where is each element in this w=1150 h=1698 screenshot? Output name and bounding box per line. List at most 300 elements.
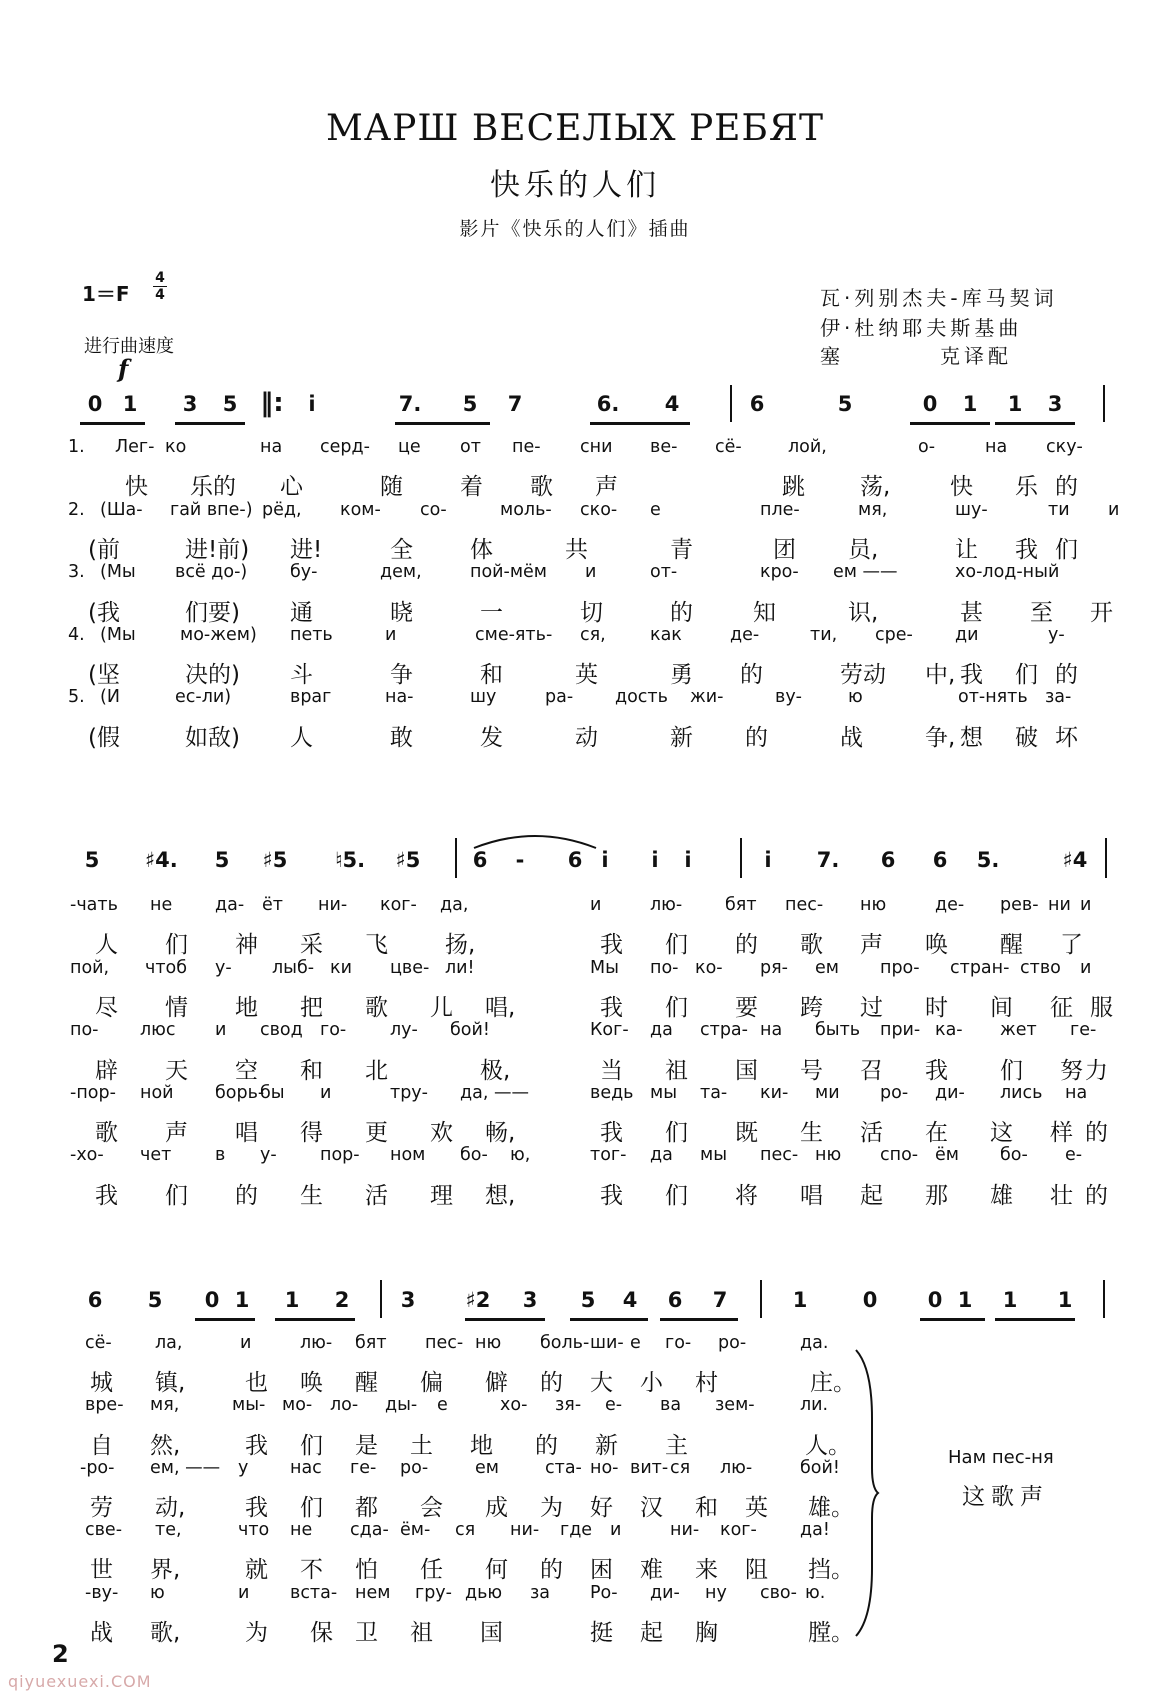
lyric-syllable: 和 xyxy=(300,1057,323,1084)
lyric-syllable: 起 xyxy=(640,1619,663,1646)
lyric-syllable: ге- xyxy=(350,1457,377,1478)
lyric-syllable: да, —— xyxy=(460,1082,529,1103)
lyric-syllable: сё- xyxy=(715,437,742,457)
lyric-syllable: 我 xyxy=(600,1120,623,1147)
lyric-syllable: 识, xyxy=(848,599,879,626)
lyric-syllable: чтоб xyxy=(145,957,188,978)
lyric-syllable: 们 xyxy=(1055,536,1078,563)
lyric-syllable: 让 xyxy=(955,536,978,563)
lyric-syllable: ся, xyxy=(580,624,606,645)
lyric-line-chinese xyxy=(0,926,1150,959)
lyric-syllable: пой, xyxy=(70,957,110,978)
barline xyxy=(1103,385,1105,422)
lyric-syllable: 和 xyxy=(695,1495,718,1521)
dynamic-marking: f xyxy=(118,354,129,383)
lyric-syllable: де- xyxy=(730,624,760,645)
lyric-syllable: 开 xyxy=(1090,599,1113,626)
lyric-syllable: бой! xyxy=(800,1457,840,1478)
lyric-syllable: ря- xyxy=(760,957,788,978)
note: 6 xyxy=(87,1288,103,1312)
lyric-syllable: е- xyxy=(1065,1145,1083,1166)
lyric-syllable: 心 xyxy=(280,474,303,501)
note: 5 xyxy=(462,392,478,416)
lyric-syllable: 飞 xyxy=(365,932,388,959)
lyric-syllable: 通 xyxy=(290,599,313,626)
lyric-syllable: лю- xyxy=(650,895,683,915)
lyric-syllable: 难 xyxy=(640,1557,663,1584)
lyric-syllable: 们 xyxy=(1000,1057,1023,1084)
lyric-syllable: гру- xyxy=(415,1582,452,1603)
lyric-syllable: 为 xyxy=(245,1619,268,1646)
lyric-syllable: ем xyxy=(475,1457,499,1478)
note: 7 xyxy=(507,392,523,416)
lyric-syllable: 尽 xyxy=(95,994,118,1021)
note: 5 xyxy=(580,1288,596,1312)
lyric-syllable: 的 xyxy=(735,932,758,959)
lyric-syllable: серд- xyxy=(320,437,370,457)
note: 0 xyxy=(922,392,938,416)
lyric-syllable: 的 xyxy=(1055,662,1078,689)
lyric-syllable: 得 xyxy=(300,1120,323,1147)
lyric-syllable: 新 xyxy=(595,1432,618,1459)
lyric-syllable: ем —— xyxy=(833,562,898,583)
lyric-syllable: сда- xyxy=(350,1520,389,1541)
lyric-syllable: не xyxy=(150,895,173,915)
lyric-syllable: 主 xyxy=(665,1432,688,1459)
note: 1 xyxy=(234,1288,250,1312)
lyric-syllable: тог- xyxy=(590,1145,627,1166)
lyric-syllable: от- xyxy=(650,562,678,583)
time-top: 4 xyxy=(155,270,165,286)
lyric-syllable: 困 xyxy=(590,1557,613,1584)
note: ♮5. xyxy=(335,848,366,872)
lyric-syllable: 劳 xyxy=(90,1495,113,1521)
lyric-syllable: 为 xyxy=(540,1495,563,1521)
note: ♯2 xyxy=(465,1288,491,1312)
lyric-syllable: 醒 xyxy=(1000,932,1023,959)
lyric-syllable: лю- xyxy=(300,1333,333,1353)
lyric-syllable: ни xyxy=(1048,895,1071,915)
note: 1 xyxy=(1007,392,1023,416)
lyric-syllable: мо- xyxy=(282,1395,313,1416)
lyric-syllable: 甚 xyxy=(960,599,983,626)
lyric-syllable: ведь xyxy=(590,1082,634,1103)
lyric-syllable: и xyxy=(385,624,397,645)
lyric-syllable: 保 xyxy=(310,1619,333,1646)
lyric-syllable: (Мы xyxy=(100,624,136,645)
ending-russian: Нам пес-ня xyxy=(948,1447,1054,1468)
lyric-syllable: ди xyxy=(955,624,979,645)
lyric-syllable: и xyxy=(590,895,602,915)
lyric-syllable: ра- xyxy=(545,687,574,708)
lyric-syllable: тру- xyxy=(390,1082,428,1103)
lyric-syllable: при- xyxy=(880,1020,921,1041)
lyric-syllable: 何 xyxy=(485,1557,508,1584)
lyric-line-russian xyxy=(0,1020,1150,1050)
lyric-syllable: 英 xyxy=(745,1495,768,1521)
lyric-syllable: 挺 xyxy=(590,1619,613,1646)
lyric-syllable: 然, xyxy=(150,1432,181,1459)
lyric-syllable: на- xyxy=(385,687,414,708)
lyric-line-chinese xyxy=(0,989,1150,1019)
note: ♯4 xyxy=(1062,848,1088,872)
lyric-syllable: 汉 xyxy=(640,1495,663,1521)
lyric-syllable: пе- xyxy=(512,437,541,457)
lyric-syllable: быть xyxy=(815,1020,861,1041)
lyric-syllable: 我 xyxy=(95,1182,118,1209)
beam-underline xyxy=(995,422,1075,425)
lyric-syllable: (假 xyxy=(88,724,120,751)
lyric-syllable: ге- xyxy=(1070,1020,1097,1041)
lyric-syllable: ю, xyxy=(510,1145,531,1166)
lyric-syllable: свод xyxy=(260,1020,303,1041)
lyric-syllable: 想, xyxy=(485,1182,516,1209)
beam-underline xyxy=(175,422,245,425)
beam-underline xyxy=(590,422,690,425)
note: 6 xyxy=(472,848,488,872)
lyric-syllable: де- xyxy=(935,895,965,915)
time-bottom: 4 xyxy=(155,287,165,303)
lyric-syllable: 号 xyxy=(800,1057,823,1084)
lyric-syllable: ём xyxy=(935,1145,959,1166)
lyric-syllable: боль- xyxy=(540,1333,590,1353)
lyric-syllable: от xyxy=(460,437,481,457)
lyric-syllable: 我 xyxy=(600,1182,623,1209)
lyric-syllable: петь xyxy=(290,624,333,645)
lyric-syllable: на xyxy=(1065,1082,1088,1103)
lyric-syllable: спо- xyxy=(880,1145,919,1166)
lyric-syllable: 的 xyxy=(1085,1120,1108,1147)
lyric-syllable: ску- xyxy=(1046,437,1083,457)
lyric-syllable: гай впе-) xyxy=(170,499,253,520)
lyric-syllable: ёт xyxy=(262,895,283,915)
lyric-syllable: ско- xyxy=(580,499,618,520)
lyric-syllable: да xyxy=(650,1145,673,1166)
lyric-syllable: что xyxy=(238,1520,270,1541)
lyric-syllable: 唤 xyxy=(925,932,948,959)
note: 2 xyxy=(334,1288,350,1312)
lyric-syllable: сни xyxy=(580,437,613,457)
lyric-syllable: ни- xyxy=(670,1520,700,1541)
note: 1 xyxy=(1002,1288,1018,1312)
note: 1 xyxy=(792,1288,808,1312)
lyric-syllable: и xyxy=(610,1520,622,1541)
lyric-syllable: 活 xyxy=(860,1120,883,1147)
lyric-syllable: но- xyxy=(590,1457,619,1478)
lyric-line-chinese xyxy=(0,1551,1150,1584)
lyric-syllable: 卫 xyxy=(355,1619,378,1646)
lyric-syllable: сё- xyxy=(85,1333,112,1353)
lyric-syllable: 界, xyxy=(150,1557,181,1584)
lyric-syllable: у- xyxy=(260,1145,277,1166)
beam-underline xyxy=(920,1318,985,1321)
lyric-syllable: 这 xyxy=(990,1120,1013,1147)
lyric-syllable: 歌 xyxy=(95,1120,118,1147)
note: 1 xyxy=(1057,1288,1073,1312)
lyric-line-russian xyxy=(0,1145,1150,1175)
lyric-syllable: бо- xyxy=(1000,1145,1028,1166)
note: i xyxy=(651,848,659,872)
lyric-syllable: 样 xyxy=(1050,1120,1073,1147)
lyric-line-russian xyxy=(0,1520,1150,1550)
lyric-syllable: 要 xyxy=(735,994,758,1021)
lyric-syllable: 的 xyxy=(235,1182,258,1209)
lyric-syllable: 战 xyxy=(90,1619,113,1646)
note: i xyxy=(764,848,772,872)
tempo-marking: 进行曲速度 xyxy=(84,336,174,357)
note: 6 xyxy=(667,1288,683,1312)
lyric-syllable: 将 xyxy=(735,1182,758,1209)
ending-bracket xyxy=(850,1348,880,1638)
lyric-syllable: пор- xyxy=(320,1145,360,1166)
lyric-syllable: на xyxy=(260,437,283,457)
subtitle: 影片《快乐的人们》插曲 xyxy=(459,218,691,240)
lyric-syllable: це xyxy=(398,437,421,457)
lyric-syllable: 膛。 xyxy=(808,1619,854,1646)
note: 1 xyxy=(962,392,978,416)
ending-chinese: 这歌声 xyxy=(962,1484,1049,1510)
note: 4 xyxy=(622,1288,638,1312)
lyric-syllable: 人 xyxy=(95,932,118,959)
note: 4 xyxy=(664,392,680,416)
note: 5 xyxy=(147,1288,163,1312)
lyric-syllable: 辟 xyxy=(95,1057,118,1084)
lyric-syllable: ню xyxy=(475,1333,502,1353)
lyric-syllable: цве- xyxy=(390,957,430,978)
lyric-syllable: 声 xyxy=(860,932,883,959)
lyric-syllable: све- xyxy=(85,1520,123,1541)
lyric-syllable: враг xyxy=(290,687,332,708)
lyric-syllable: лу- xyxy=(390,1020,418,1041)
lyric-syllable: 壮 xyxy=(1050,1182,1073,1209)
lyric-syllable: е xyxy=(437,1395,448,1416)
lyric-syllable: 唱 xyxy=(235,1120,258,1147)
lyric-syllable: ми xyxy=(815,1082,840,1103)
title-chinese: 快乐的人们 xyxy=(490,168,660,203)
lyric-syllable: лой, xyxy=(788,437,827,457)
lyric-syllable: 劳动 xyxy=(840,662,886,689)
lyric-syllable: и xyxy=(585,562,597,583)
barline xyxy=(380,1280,382,1318)
lyric-syllable: 雄 xyxy=(990,1182,1013,1209)
barline xyxy=(760,1280,762,1318)
lyric-syllable: 地 xyxy=(235,994,258,1021)
lyric-syllable: ло- xyxy=(330,1395,359,1416)
lyric-syllable: да- xyxy=(215,895,245,915)
lyric-syllable: (我 xyxy=(88,599,120,626)
barline xyxy=(1103,1280,1105,1318)
lyric-syllable: ном xyxy=(390,1145,426,1166)
lyric-syllable: 歌 xyxy=(365,994,388,1021)
lyric-syllable: 敢 xyxy=(390,724,413,751)
note: 0 xyxy=(87,392,103,416)
lyric-syllable: 我 xyxy=(245,1495,268,1521)
lyric-line-russian xyxy=(0,1333,1150,1363)
lyric-syllable: зя- xyxy=(555,1395,582,1416)
lyric-syllable: по- xyxy=(650,957,679,978)
lyric-syllable: бят xyxy=(725,895,757,915)
lyric-syllable: 的 xyxy=(1055,474,1078,501)
lyric-syllable: всё до-) xyxy=(175,562,248,583)
lyric-syllable: ро- xyxy=(880,1082,909,1103)
note: 3 xyxy=(182,392,198,416)
lyric-syllable: е- xyxy=(605,1395,623,1416)
lyric-syllable: зем- xyxy=(715,1395,755,1416)
lyric-syllable: ся xyxy=(455,1520,476,1541)
note: 0 xyxy=(862,1288,878,1312)
beam-underline xyxy=(660,1318,738,1321)
lyric-syllable: 把 xyxy=(300,994,323,1021)
lyric-syllable: 天 xyxy=(165,1057,188,1084)
beam-underline xyxy=(570,1318,648,1321)
lyric-syllable: 的 xyxy=(670,599,693,626)
lyric-syllable: Лег- xyxy=(115,437,155,457)
lyric-line-russian xyxy=(0,1083,1150,1113)
lyric-syllable: 神 xyxy=(235,932,258,959)
lyric-line-russian xyxy=(0,437,1150,467)
lyric-syllable: 员, xyxy=(848,536,879,563)
barline xyxy=(455,838,457,878)
lyric-syllable: го- xyxy=(320,1020,347,1041)
lyric-syllable: е xyxy=(630,1333,641,1353)
beam-underline xyxy=(395,422,490,425)
lyric-syllable: 起 xyxy=(860,1182,883,1209)
lyric-syllable: 城 xyxy=(90,1370,113,1397)
lyric-syllable: да! xyxy=(800,1520,830,1541)
lyric-syllable: 我 xyxy=(1015,536,1038,563)
lyric-syllable: е xyxy=(650,499,661,520)
lyric-syllable: 阻 xyxy=(745,1557,768,1584)
note: 5 xyxy=(222,392,238,416)
lyric-syllable: со- xyxy=(420,499,447,520)
note: 6 xyxy=(880,848,896,872)
lyric-syllable: Ро- xyxy=(590,1582,618,1603)
lyric-syllable: 祖 xyxy=(665,1057,688,1084)
lyric-line-russian xyxy=(0,1583,1150,1613)
lyric-syllable: 们 xyxy=(300,1432,323,1459)
lyric-syllable: 既 xyxy=(735,1120,758,1147)
lyric-syllable: 坏 xyxy=(1055,724,1078,751)
lyric-syllable: дью xyxy=(465,1582,503,1603)
lyric-syllable: 们 xyxy=(665,1182,688,1209)
note: i xyxy=(601,848,609,872)
lyric-syllable: ка- xyxy=(935,1020,963,1041)
lyric-syllable: 的 xyxy=(740,662,763,689)
lyric-syllable: 们 xyxy=(665,932,688,959)
lyric-syllable: 们 xyxy=(165,932,188,959)
lyric-syllable: ем xyxy=(815,957,839,978)
lyric-syllable: и xyxy=(215,1020,227,1041)
beam-underline xyxy=(995,1318,1075,1321)
lyric-syllable: ко- xyxy=(695,957,723,978)
lyric-syllable: да. xyxy=(800,1333,829,1353)
lyric-syllable: 更 xyxy=(365,1120,388,1147)
lyric-line-russian xyxy=(0,687,1150,717)
lyric-syllable: 新 xyxy=(670,724,693,751)
lyric-syllable: да xyxy=(650,1020,673,1041)
lyric-syllable: Мы xyxy=(590,957,619,978)
lyric-syllable: -пор- xyxy=(70,1082,116,1103)
note: 6 xyxy=(567,848,583,872)
lyric-syllable: не xyxy=(290,1520,313,1541)
lyric-syllable: 空 xyxy=(235,1057,258,1084)
lyric-syllable: 破 xyxy=(1015,724,1038,751)
lyric-syllable: пес- xyxy=(785,895,824,915)
lyric-syllable: 争 xyxy=(390,662,413,689)
lyric-syllable: 声 xyxy=(165,1120,188,1147)
time-signature xyxy=(150,271,170,302)
lyric-syllable: 想 xyxy=(960,724,983,751)
lyric-syllable: ко xyxy=(165,437,187,457)
lyric-syllable: 体 xyxy=(470,536,493,563)
lyric-syllable: пой-мём xyxy=(470,562,548,583)
lyric-syllable: 快 xyxy=(950,474,973,501)
lyric-syllable: 世 xyxy=(90,1557,113,1584)
lyric-syllable: 着 xyxy=(460,474,483,501)
lyric-syllable: 决的) xyxy=(185,662,240,689)
note: 6. xyxy=(596,392,620,416)
lyric-syllable: 的 xyxy=(1085,1182,1108,1209)
lyric-syllable: 胸 xyxy=(695,1619,718,1646)
lyric-syllable: 2. xyxy=(68,499,85,520)
lyric-syllable: ти, xyxy=(810,624,838,645)
lyric-syllable: 那 xyxy=(925,1182,948,1209)
lyric-syllable: 就 xyxy=(245,1557,268,1584)
note: 0 xyxy=(204,1288,220,1312)
lyric-syllable: -ро- xyxy=(80,1457,115,1478)
lyric-syllable: ю. xyxy=(805,1582,826,1603)
lyric-syllable: 一 xyxy=(480,599,503,626)
lyric-syllable: 挡。 xyxy=(808,1557,854,1584)
lyric-syllable: кро- xyxy=(760,562,799,583)
lyric-line-chinese xyxy=(0,1364,1150,1397)
lyric-syllable: 成 xyxy=(485,1495,508,1521)
note: ♯5 xyxy=(395,848,421,872)
lyric-syllable: 力 xyxy=(1085,1057,1108,1084)
lyric-syllable: 怕 xyxy=(355,1557,378,1584)
lyric-syllable: 努 xyxy=(1060,1057,1083,1084)
lyric-syllable: лыб- xyxy=(272,957,315,978)
note: 6 xyxy=(749,392,765,416)
lyric-syllable: 在 xyxy=(925,1120,948,1147)
lyric-syllable: моль- xyxy=(500,499,552,520)
lyric-syllable: 也 xyxy=(245,1370,268,1397)
lyric-line-chinese xyxy=(0,656,1150,689)
lyric-syllable: 活 xyxy=(365,1182,388,1209)
lyric-syllable: 土 xyxy=(410,1432,433,1459)
lyric-syllable: 畅, xyxy=(485,1120,516,1147)
beam-underline xyxy=(910,422,990,425)
lyric-syllable: 醒 xyxy=(355,1370,378,1397)
lyric-syllable: да, xyxy=(440,895,469,915)
note: 3 xyxy=(1047,392,1063,416)
lyric-syllable: дость xyxy=(615,687,668,708)
lyric-syllable: 我 xyxy=(600,994,623,1021)
lyric-syllable: борь- xyxy=(215,1082,265,1103)
lyric-syllable: пле- xyxy=(760,499,800,520)
lyric-syllable: ки- xyxy=(760,1082,789,1103)
lyric-syllable: и xyxy=(1108,499,1120,520)
lyric-syllable: (坚 xyxy=(88,662,120,689)
note: 1 xyxy=(957,1288,973,1312)
lyric-syllable: бы xyxy=(260,1082,285,1103)
lyric-syllable: 国 xyxy=(735,1057,758,1084)
lyric-line-chinese xyxy=(0,594,1150,624)
lyric-syllable: как xyxy=(650,624,682,645)
barline xyxy=(730,385,732,422)
lyric-syllable: вста- xyxy=(290,1582,338,1603)
lyric-syllable: 北 xyxy=(365,1057,388,1084)
